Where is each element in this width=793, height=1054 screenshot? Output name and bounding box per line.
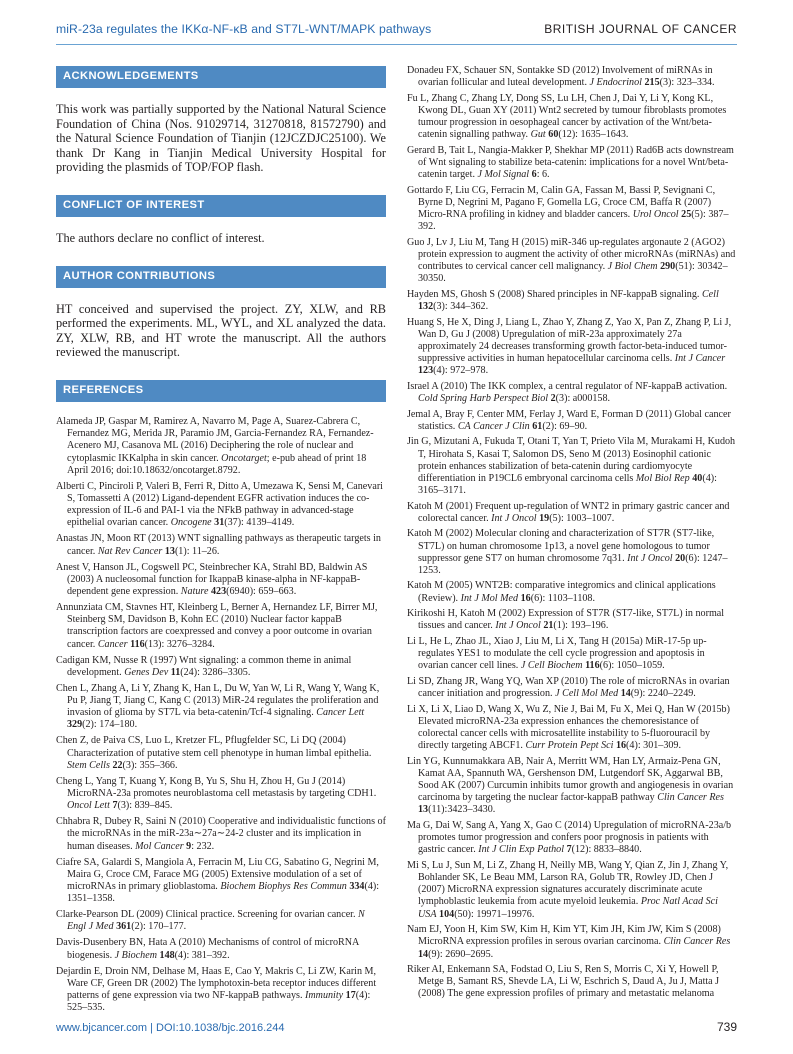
- reference-item: Ciafre SA, Galardi S, Mangiola A, Ferracin M, Liu CG, Sabatino G, Negrini M, Maira G, Croce CM, Farace MG (2005) Extensive modulation of a set of microRNAs in primary glioblastoma. Biochem Biophys Res Commun 334(4): 1351–1358.: [56, 856, 380, 905]
- reference-item: Chen Z, de Paiva CS, Luo L, Kretzer FL, Pflugfelder SC, Li DQ (2004) Characterization of putative stem cell phenotype in human limbal epithelia. Stem Cells 22(3): 355–366.: [56, 735, 372, 771]
- references-heading: REFERENCES: [56, 380, 386, 402]
- left-column: [56, 66, 386, 1018]
- reference-item: Riker AI, Enkemann SA, Fodstad O, Liu S, Ren S, Morris C, Xi Y, Howell P, Metge B, Samant RS, Shevde LA, Li W, Eschrich S, Daud A, Ju J, Matta J (2008) The gene expression profiles of primary and metastatic melanoma: [407, 964, 720, 1000]
- page-footer: [56, 1020, 737, 1034]
- conflict-heading: CONFLICT OF INTEREST: [56, 195, 386, 217]
- reference-item: Jemal A, Bray F, Center MM, Ferlay J, Ward E, Forman D (2011) Global cancer statistics. CA Cancer J Clin 61(2): 69–90.: [407, 408, 731, 432]
- reference-item: Cadigan KM, Nusse R (1997) Wnt signaling: a common theme in animal development. Genes Dev 11(24): 3286–3305.: [56, 654, 352, 678]
- right-column: [407, 65, 737, 1004]
- reference-item: Davis-Dusenbery BN, Hata A (2010) Mechanisms of control of microRNA biogenesis. J Biochem 148(4): 381–392.: [56, 937, 359, 961]
- reference-item: Cheng L, Yang T, Kuang Y, Kong B, Yu S, Shu H, Zhou H, Gu J (2014) MicroRNA-23a promotes neuroblastoma cell metastasis by targeting CDH1. Oncol Lett 7(3): 839–845.: [56, 775, 377, 812]
- acknowledgements-text: This work was partially supported by the National Natural Science Foundation of China (Nos. 91029714, 31270818, 81572790) and the Natural Science Foundation of Tianjin (12JCZDJC25100). We thank Dr Kang in Tianjin Medical University Hospital for providing the plasmids of TOP/FOP flash.: [56, 102, 386, 175]
- reference-item: Huang S, He X, Ding J, Liang L, Zhao Y, Zhang Z, Yao X, Pan Z, Zhang P, Li J, Wan D, Gu J (2008) Upregulation of miR-23a approximately 27a approximately 24 decreases transforming growth factor-beta-induced tumor-suppressive activities in human hepatocellular carcinoma cells. Int J Cancer 123(4): 972–978.: [407, 316, 732, 377]
- reference-item: Alameda JP, Gaspar M, Ramirez A, Navarro M, Page A, Suarez-Cabrera C, Fernandez MG, Merida JR, Paramio JM, Garcia-Fernandez RA, Fernandez-Acenero MJ, Casanova ML (2016) Deciphering the role of nuclear and cytoplasmic IKKalpha in skin cancer. Oncotarget; e-pub ahead of print 18 April 2016; doi:10.18632/oncotarget.8792.: [56, 415, 374, 476]
- reference-item: Alberti C, Pinciroli P, Valeri B, Ferri R, Ditto A, Umezawa K, Sensi M, Canevari S, Tomassetti A (2012) Ligand-dependent EGFR activation induces the co-expression of IL-6 and PAI-1 via the NFkB pathway in advanced-stage epithelial ovarian cancer. Oncogene 31(37): 4139–4149.: [56, 480, 383, 529]
- reference-item: Gerard B, Tait L, Nangia-Makker P, Shekhar MP (2011) Rad6B acts downstream of Wnt signaling to stabilize beta-catenin: implications for a novel Wnt/beta-catenin target. J Mol Signal 6: 6.: [407, 144, 734, 181]
- header-rule: [56, 44, 737, 45]
- reference-item: Nam EJ, Yoon H, Kim SW, Kim H, Kim YT, Kim JH, Kim JW, Kim S (2008) MicroRNA expression profiles in serous ovarian carcinoma. Clin Cancer Res 14(9): 2690–2695.: [407, 924, 731, 960]
- reference-list-right: [407, 65, 737, 1001]
- reference-item: Gottardo F, Liu CG, Ferracin M, Calin GA, Fassan M, Bassi P, Sevignani C, Byrne D, Negrini M, Pagano F, Gomella LG, Croce CM, Baffa R (2007) Micro-RNA profiling in kidney and bladder cancers. Urol Oncol 25(5): 387–392.: [407, 184, 729, 233]
- footer-doi: www.bjcancer.com | DOI:10.1038/bjc.2016.244: [56, 1022, 285, 1034]
- journal-name: BRITISH JOURNAL OF CANCER: [544, 22, 737, 36]
- acknowledgements-heading: ACKNOWLEDGEMENTS: [56, 66, 386, 88]
- reference-item: Li SD, Zhang JR, Wang YQ, Wan XP (2010) The role of microRNAs in ovarian cancer initiation and progression. J Cell Mol Med 14(9): 2240–2249.: [407, 675, 730, 699]
- reference-item: Hayden MS, Ghosh S (2008) Shared principles in NF-kappaB signaling. Cell 132(3): 344–362.: [407, 288, 719, 313]
- contributions-heading: AUTHOR CONTRIBUTIONS: [56, 266, 386, 288]
- reference-item: Anastas JN, Moon RT (2013) WNT signalling pathways as therapeutic targets in cancer. Nat Rev Cancer 13(1): 11–26.: [56, 533, 381, 557]
- reference-item: Israel A (2010) The IKK complex, a central regulator of NF-kappaB activation. Cold Spring Harb Perspect Biol 2(3): a000158.: [407, 380, 728, 405]
- running-title: miR-23a regulates the IKKα-NF-κB and ST7L-WNT/MAPK pathways: [56, 22, 432, 36]
- reference-item: Li X, Li X, Liao D, Wang X, Wu Z, Nie J, Bai M, Fu X, Mei Q, Han W (2015b) Elevated microRNA-23a expression enhances the chemoresistance of colorectal cancer cells with microsatellite instability to 5-fluorouracil by directly targeting ABCF1. Curr Protein Pept Sci 16(4): 301–309.: [407, 703, 730, 752]
- reference-item: Katoh M (2005) WNT2B: comparative integromics and clinical applications (Review). Int J Mol Med 16(6): 1103–1108.: [407, 580, 716, 604]
- reference-item: Jin G, Mizutani A, Fukuda T, Otani T, Yan T, Prieto Vila M, Murakami H, Kudoh T, Hirohata S, Kasai T, Salomon DS, Seno M (2013) Eosinophil cationic protein enhances stabilization of beta-catenin during cardiomyocyte differentiation in P19CL6 embryonal carcinoma cells Mol Biol Rep 40(4): 3165–3171.: [407, 436, 736, 497]
- reference-item: Kirikoshi H, Katoh M (2002) Expression of ST7R (ST7-like, ST7L) in normal tissues and cancer. Int J Oncol 21(1): 193–196.: [407, 608, 725, 632]
- reference-item: Clarke-Pearson DL (2009) Clinical practice. Screening for ovarian cancer. N Engl J Med 361(2): 170–177.: [56, 909, 365, 933]
- reference-item: Chen L, Zhang A, Li Y, Zhang K, Han L, Du W, Yan W, Li R, Wang Y, Wang K, Pu P, Jiang T, Jiang C, Kang C (2013) MiR-24 regulates the proliferation and invasion of glioma by ST7L via beta-catenin/Tcf-4 signaling. Cancer Lett 329(2): 174–180.: [56, 682, 380, 731]
- reference-list-left: [56, 416, 386, 1015]
- reference-item: Guo J, Lv J, Liu M, Tang H (2015) miR-346 up-regulates argonaute 2 (AGO2) protein expression to augment the activity of other microRNAs (miRNAs) and contributes to cervical cancer cell malignancy. J Biol Chem 290(51): 30342–30350.: [407, 236, 736, 285]
- reference-item: Donadeu FX, Schauer SN, Sontakke SD (2012) Involvement of miRNAs in ovarian follicular and luteal development. J Endocrinol 215(3): 323–334.: [407, 65, 715, 89]
- page-number: 739: [716, 1020, 737, 1034]
- reference-item: Mi S, Lu J, Sun M, Li Z, Zhang H, Neilly MB, Wang Y, Qian Z, Jin J, Zhang Y, Bohlander SK, Le Beau MM, Larson RA, Golub TR, Rowley JD, Chen J (2007) MicroRNA expression signatures accurately discriminate acute lymphoblastic leukemia from acute myeloid leukemia. Proc Natl Acad Sci USA 104(50): 19971–19976.: [407, 859, 729, 920]
- reference-item: Annunziata CM, Stavnes HT, Kleinberg L, Berner A, Hernandez LF, Birrer MJ, Steinberg SM, Davidson B, Kohn EC (2010) Nuclear factor kappaB transcription factors are coexpressed and convey a poor outcome in ovarian cancer. Cancer 116(13): 3276–3284.: [56, 601, 378, 650]
- reference-item: Lin YG, Kunnumakkara AB, Nair A, Merritt WM, Han LY, Armaiz-Pena GN, Kamat AA, Spannuth WA, Gershenson DM, Lutgendorf SK, Aggarwal BB, Sood AK (2007) Curcumin inhibits tumor growth and angiogenesis in ovarian carcinoma by targeting the nuclear factor-kappaB pathway Clin Cancer Res 13(11):3423–3430.: [407, 755, 734, 816]
- reference-item: Katoh M (2002) Molecular cloning and characterization of ST7R (ST7-like, ST7L) on human chromosome 1p13, a novel gene homologous to tumor suppressor gene ST7 on human chromosome 7q31. Int J Oncol 20(6): 1247–1253.: [407, 528, 728, 576]
- reference-item: Ma G, Dai W, Sang A, Yang X, Gao C (2014) Upregulation of microRNA-23a/b promotes tumor progression and confers poor prognosis in patients with gastric cancer. Int J Clin Exp Pathol 7(12): 8833–8840.: [407, 819, 732, 856]
- reference-item: Katoh M (2001) Frequent up-regulation of WNT2 in primary gastric cancer and colorectal cancer. Int J Oncol 19(5): 1003–1007.: [407, 500, 730, 524]
- reference-item: Chhabra R, Dubey R, Saini N (2010) Cooperative and individualistic functions of the microRNAs in the miR-23a∼27a∼24-2 cluster and its implication in human diseases. Mol Cancer 9: 232.: [56, 816, 386, 852]
- reference-item: Anest V, Hanson JL, Cogswell PC, Steinbrecher KA, Strahl BD, Baldwin AS (2003) A nucleosomal function for IkappaB kinase-alpha in NF-kappaB-dependent gene expression. Nature 423(6940): 659–663.: [56, 561, 368, 597]
- contributions-text: HT conceived and supervised the project. ZY, XLW, and RB performed the experiments. ML, WYL, and XL analyzed the data. ZY, XLW, RB, and HT wrote the manuscript. All the authors reviewed the manuscript.: [56, 301, 386, 360]
- reference-item: Dejardin E, Droin NM, Delhase M, Haas E, Cao Y, Makris C, Li ZW, Karin M, Ware CF, Green DR (2002) The lymphotoxin-beta receptor induces different patterns of gene expression via two NF-kappaB pathways. Immunity 17(4): 525–535.: [56, 965, 377, 1014]
- reference-item: Fu L, Zhang C, Zhang LY, Dong SS, Lu LH, Chen J, Dai Y, Li Y, Kong KL, Kwong DL, Guan XY (2011) Wnt2 secreted by tumour fibroblasts promotes tumour progression in oesophageal cancer by activation of the Wnt/beta-catenin signalling pathway. Gut 60(12): 1635–1643.: [407, 92, 727, 141]
- reference-item: Li L, He L, Zhao JL, Xiao J, Liu M, Li X, Tang H (2015a) MiR-17-5p up-regulates YES1 to modulate the cell cycle progression and apoptosis in ovarian cancer cell lines. J Cell Biochem 116(6): 1050–1059.: [407, 635, 707, 672]
- conflict-text: The authors declare no conflict of interest.: [56, 230, 265, 245]
